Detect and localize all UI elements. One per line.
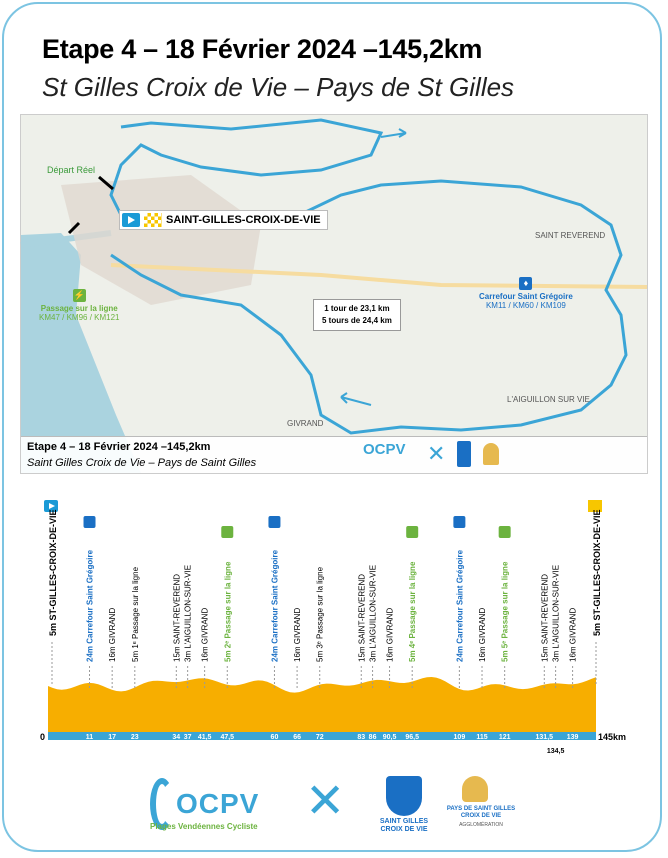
passage-icon: ⚡: [73, 290, 85, 300]
waypoint-km: 131,5: [535, 734, 554, 741]
waypoint-km: 37: [183, 734, 192, 741]
start-town-label: SAINT-GILLES-CROIX-DE-VIE: [166, 214, 321, 226]
map-caption: [21, 436, 647, 473]
sgcv-name: SAINT GILLES CROIX DE VIE: [379, 818, 429, 833]
waypoint-km: 41,5: [197, 734, 212, 741]
place-givrand: GIVRAND: [287, 419, 324, 428]
pays-logo-icon: [462, 776, 488, 802]
waypoint-label: 16m GIVRAND: [200, 607, 210, 662]
circuit-info-box: [313, 299, 401, 331]
waypoint-label: 3m L'AIGUILLON-SUR-VIE: [551, 564, 561, 662]
poi-sprint: [479, 277, 573, 310]
route-map: [20, 114, 648, 474]
poi-passage: [39, 289, 119, 322]
start-icon: [122, 213, 140, 227]
sprint-icon: [453, 516, 465, 528]
waypoint-label: 15m SAINT-REVEREND: [357, 573, 367, 662]
waypoint-km: 86: [368, 734, 377, 741]
waypoint-label: 3m L'AIGUILLON-SUR-VIE: [368, 564, 378, 662]
page-subtitle: St Gilles Croix de Vie – Pays de St Gilles: [42, 72, 515, 102]
waypoint-km: 72: [315, 734, 324, 741]
waypoint-label: 24m Carrefour Saint Grégoire: [455, 549, 465, 662]
waypoint-km: 139: [566, 734, 579, 741]
place-saint-reverend: SAINT REVEREND: [535, 231, 606, 240]
pays-tag: AGGLOMÉRATION: [459, 822, 503, 828]
waypoint-km: 109: [453, 734, 466, 741]
circuit-line-2: 5 tours de 24,4 km: [322, 316, 392, 325]
waypoint-km: 66: [293, 734, 301, 741]
partnership-x-icon: ✕: [305, 775, 346, 828]
depart-reel-label: Départ Réel: [47, 165, 96, 175]
caption-sgcv-logo-icon: [457, 441, 471, 467]
waypoint-label: 5m 5ᵉ Passage sur la ligne: [500, 561, 510, 662]
ocpv-tagline: Plages Vendéennes Cycliste: [150, 822, 258, 831]
passage-km: KM47 / KM96 / KM121: [39, 313, 120, 322]
waypoint-label: 5m 1ᵉ Passage sur la ligne: [130, 566, 140, 662]
partner-logos: [150, 774, 530, 846]
sprint-icon: ♦: [519, 277, 532, 290]
passage-icon: [499, 526, 511, 538]
ocpv-logo-text: OCPV: [176, 788, 260, 819]
profile-finish-name: 5m ST-GILLES-CROIX-DE-VIE: [592, 509, 602, 636]
waypoint-label: 16m GIVRAND: [478, 607, 488, 662]
waypoint-km: 47,5: [220, 734, 235, 741]
km-zero: 0: [40, 732, 46, 742]
waypoint-label: 15m SAINT-REVEREND: [540, 573, 550, 662]
waypoint-km: 34: [172, 734, 181, 741]
waypoint-label: 24m Carrefour Saint Grégoire: [85, 549, 95, 662]
sgcv-crest-icon: [386, 776, 422, 816]
waypoint-label: 16m GIVRAND: [568, 607, 578, 662]
waypoint-km: 96,5: [405, 734, 420, 741]
waypoint-label: 16m GIVRAND: [108, 607, 118, 662]
waypoint-label: 15m SAINT-REVEREND: [172, 573, 182, 662]
waypoint-km: 83: [357, 734, 366, 741]
circuit-line-1: 1 tour de 23,1 km: [324, 304, 390, 313]
waypoint-km: 121: [498, 734, 511, 741]
waypoint-label: 5m 2ᵉ Passage sur la ligne: [223, 561, 233, 662]
pays-name: PAYS DE SAINT GILLES CROIX DE VIE: [446, 806, 516, 819]
sprint-icon: [268, 516, 280, 528]
place-aiguillon: L'AIGUILLON SUR VIE: [507, 395, 590, 404]
passage-title: Passage sur la ligne: [40, 304, 118, 313]
sprint-km: KM11 / KM60 / KM109: [485, 301, 566, 310]
start-tag: [119, 210, 328, 230]
waypoint-label: 16m GIVRAND: [385, 607, 395, 662]
profile-start-name: 5m ST-GILLES-CROIX-DE-VIE: [48, 509, 58, 636]
sprint-title: Carrefour Saint Grégoire: [479, 292, 573, 301]
elevation-profile: [36, 496, 627, 758]
map-caption-title: Etape 4 – 18 Février 2024 –145,2km: [27, 441, 211, 453]
waypoint-km: 23: [130, 734, 139, 741]
passage-icon: [406, 526, 418, 538]
caption-ocpv-logo: OCPV: [363, 441, 406, 458]
caption-x-icon: ✕: [427, 441, 446, 466]
passage-icon: [221, 526, 233, 538]
profile-canvas: [36, 496, 627, 758]
terrain-fill: [48, 677, 596, 732]
km-end: 145km: [598, 732, 627, 742]
sprint-icon: [84, 516, 96, 528]
caption-pays-logo-icon: [483, 443, 499, 465]
finish-flag-icon: [144, 213, 162, 227]
waypoint-label: 5m 4ᵉ Passage sur la ligne: [408, 561, 418, 662]
waypoint-km: 17: [108, 734, 117, 741]
waypoint-label: 24m Carrefour Saint Grégoire: [270, 549, 280, 662]
waypoint-label: 16m GIVRAND: [293, 607, 303, 662]
waypoint-km: 115: [476, 734, 488, 741]
map-caption-subtitle: Saint Gilles Croix de Vie – Pays de Saint Gilles: [27, 457, 257, 469]
waypoint-km: 134,5: [546, 748, 565, 755]
direction-arrow-south: [341, 393, 371, 405]
waypoint-label: 3m L'AIGUILLON-SUR-VIE: [183, 564, 193, 662]
waypoint-km: 60: [270, 734, 279, 741]
waypoint-label: 5m 3ᵉ Passage sur la ligne: [315, 566, 325, 662]
waypoint-km: 11: [85, 734, 94, 741]
direction-arrow-north: [381, 129, 406, 137]
waypoint-km: 90,5: [382, 734, 397, 741]
page-title: Etape 4 – 18 Février 2024 –145,2km: [42, 34, 483, 64]
